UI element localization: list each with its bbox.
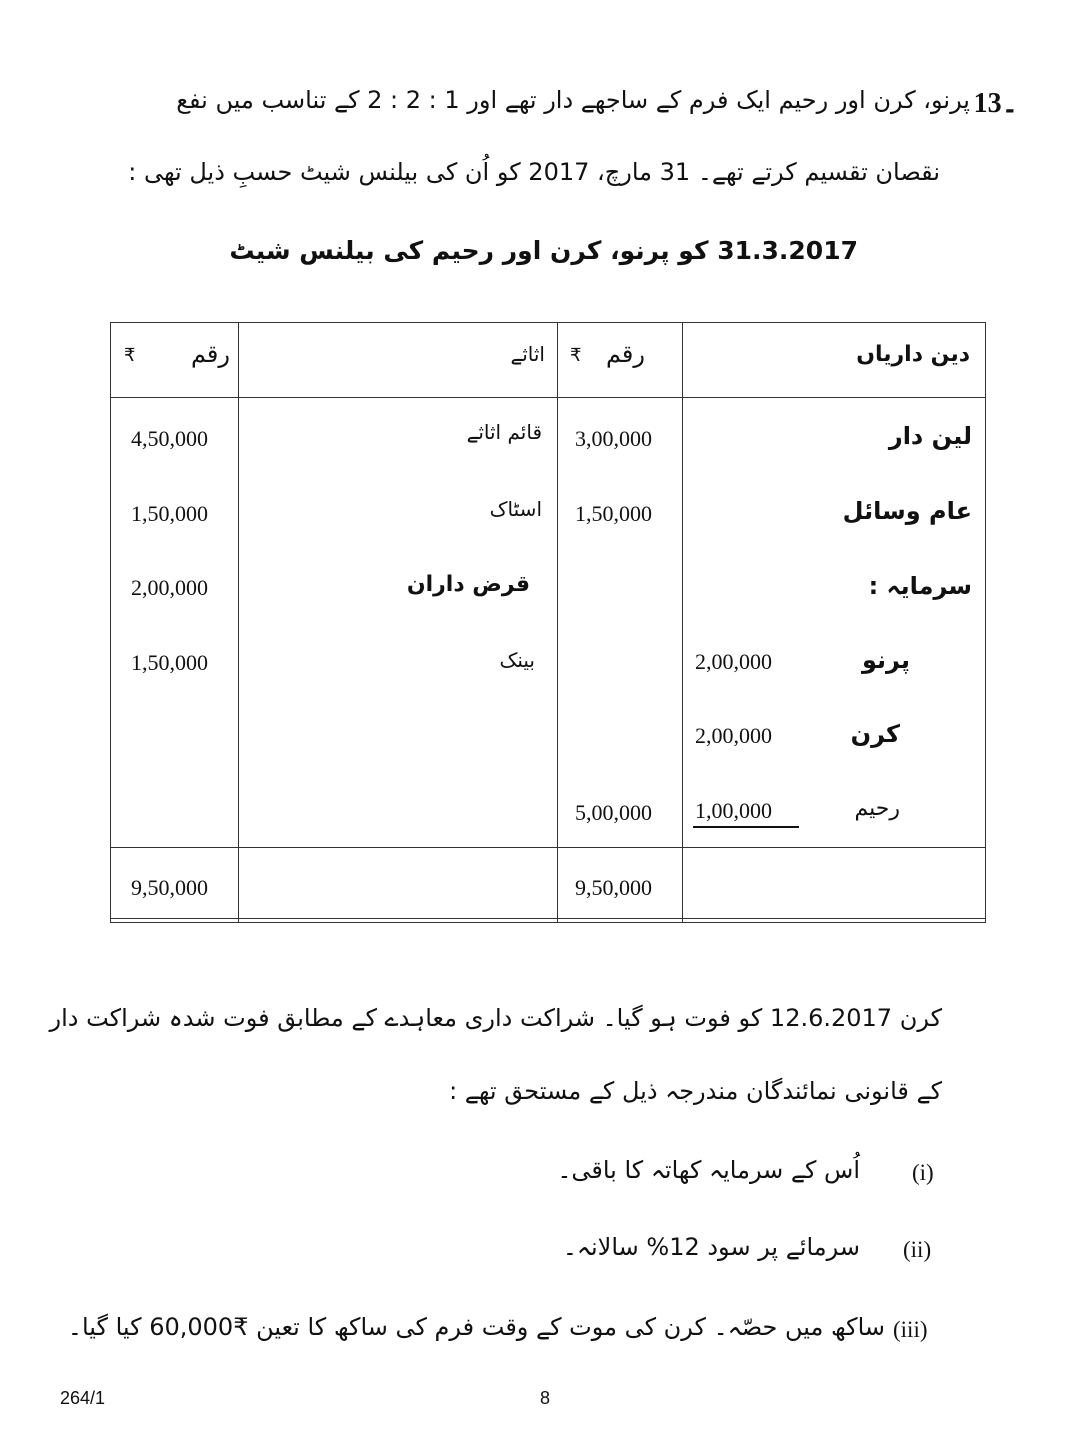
liability-label: سرمایہ : — [868, 572, 972, 600]
capital-amount: 2,00,000 — [695, 723, 772, 748]
capital-amount: 2,00,000 — [695, 649, 772, 674]
asset-amount: 2,00,000 — [131, 575, 208, 600]
liability-amount: 3,00,000 — [575, 426, 652, 451]
paragraph-line-2: کے قانونی نمائندگان مندرجہ ذیل کے مستحق تھے : — [449, 1077, 942, 1105]
capital-label: پرنو — [862, 646, 910, 674]
asset-amount: 1,50,000 — [131, 501, 208, 526]
page-number: 8 — [540, 1388, 551, 1408]
header-liabilities: دین داریاں — [856, 342, 970, 367]
capital-amount: 1,00,000 — [695, 798, 772, 823]
liability-label: لین دار — [888, 422, 972, 450]
total-liabilities: 9,50,000 — [575, 875, 652, 900]
rupee-icon: ₹ — [124, 345, 136, 366]
asset-amount: 1,50,000 — [131, 650, 208, 675]
liability-label: عام وسائل — [842, 497, 972, 525]
header-assets: اثاثے — [510, 342, 545, 366]
asset-label: اسٹاک — [489, 497, 542, 521]
asset-label: قرض داران — [406, 572, 530, 597]
paragraph-line-1: کرن 12.6.2017 کو فوت ہو گیا۔ شراکت داری معاہدے کے مطابق فوت شدہ شراکت دار — [49, 1004, 942, 1032]
item-marker: (iii) — [893, 1317, 928, 1342]
item-text: ساکھ میں حصّہ۔ کرن کی موت کے وقت فرم کی ساکھ کا تعین ₹60,000 کیا گیا۔ — [67, 1313, 885, 1341]
capital-label: کرن — [850, 720, 900, 748]
capital-total: 5,00,000 — [575, 800, 652, 825]
item-marker: (ii) — [903, 1237, 932, 1262]
rupee-icon: ₹ — [570, 345, 582, 366]
item-text: سرمائے پر سود 12% سالانہ۔ — [562, 1233, 860, 1261]
asset-label: قائم اثاثے — [466, 420, 542, 444]
header-amount-assets: رقم — [190, 340, 230, 368]
question-line-2: نقصان تقسیم کرتے تھے۔ 31 مارچ، 2017 کو اُن کی بیلنس شیٹ حسبِ ذیل تھی : — [128, 158, 940, 186]
total-assets: 9,50,000 — [131, 875, 208, 900]
item-text: اُس کے سرمایہ کھاتہ کا باقی۔ — [557, 1156, 860, 1184]
asset-label: بینک — [499, 648, 535, 672]
table-title: 31.3.2017 کو پرنو، کرن اور رحیم کی بیلنس شیٹ — [229, 236, 858, 265]
liability-amount: 1,50,000 — [575, 501, 652, 526]
paper-code: 264/1 — [60, 1388, 106, 1408]
question-number: 13۔ — [973, 88, 1018, 119]
item-marker: (i) — [912, 1160, 934, 1185]
asset-amount: 4,50,000 — [131, 426, 208, 451]
capital-label: رحیم — [854, 796, 900, 821]
question-line-1: پرنو، کرن اور رحیم ایک فرم کے ساجھے دار تھے اور 1 : 2 : 2 کے تناسب میں نفع — [176, 86, 970, 114]
header-amount-liabilities: رقم — [605, 340, 645, 368]
